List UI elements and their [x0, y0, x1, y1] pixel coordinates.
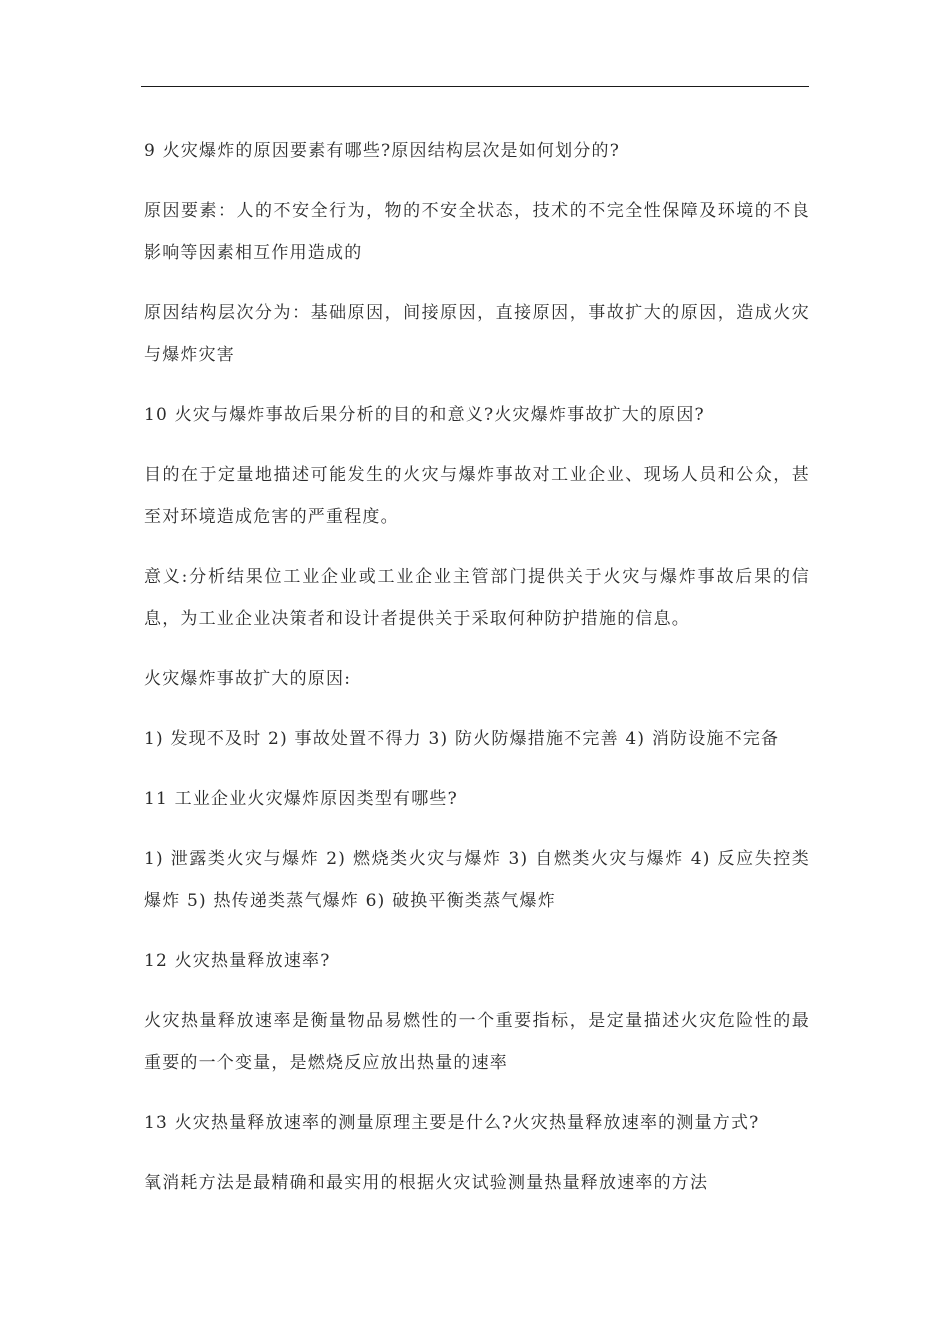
- answer-paragraph: 氧消耗方法是最精确和最实用的根据火灾试验测量热量释放速率的方法: [144, 1173, 709, 1193]
- document-body: [144, 130, 810, 1222]
- question-10: 10 火灾与爆炸事故后果分析的目的和意义?火灾爆炸事故扩大的原因?: [144, 405, 705, 425]
- question-9: 9 火灾爆炸的原因要素有哪些?原因结构层次是如何划分的?: [144, 141, 621, 161]
- answer-paragraph: 原因要素：人的不安全行为，物的不安全状态，技术的不完全性保障及环境的不良影响等因素相互作用造成的: [144, 201, 810, 263]
- question-12: 12 火灾热量释放速率?: [144, 951, 331, 971]
- header-rule: [141, 86, 809, 87]
- question-11: 11 工业企业火灾爆炸原因类型有哪些?: [144, 789, 458, 809]
- answer-list: 1) 发现不及时 2) 事故处置不得力 3) 防火防爆措施不完善 4) 消防设施不完备: [144, 729, 780, 749]
- answer-paragraph: 火灾热量释放速率是衡量物品易燃性的一个重要指标，是定量描述火灾危险性的最重要的一个变量，是燃烧反应放出热量的速率: [144, 1011, 810, 1073]
- answer-paragraph: 意义:分析结果位工业企业或工业企业主管部门提供关于火灾与爆炸事故后果的信息，为工业企业决策者和设计者提供关于采取何种防护措施的信息。: [144, 567, 810, 629]
- answer-list: 1) 泄露类火灾与爆炸 2) 燃烧类火灾与爆炸 3) 自燃类火灾与爆炸 4) 反应失控类爆炸 5) 热传递类蒸气爆炸 6) 破换平衡类蒸气爆炸: [144, 849, 810, 911]
- question-13: 13 火灾热量释放速率的测量原理主要是什么?火灾热量释放速率的测量方式?: [144, 1113, 760, 1133]
- answer-paragraph: 原因结构层次分为：基础原因，间接原因，直接原因，事故扩大的原因，造成火灾与爆炸灾害: [144, 303, 810, 365]
- answer-paragraph: 目的在于定量地描述可能发生的火灾与爆炸事故对工业企业、现场人员和公众，甚至对环境造成危害的严重程度。: [144, 465, 810, 527]
- answer-paragraph: 火灾爆炸事故扩大的原因:: [144, 669, 352, 689]
